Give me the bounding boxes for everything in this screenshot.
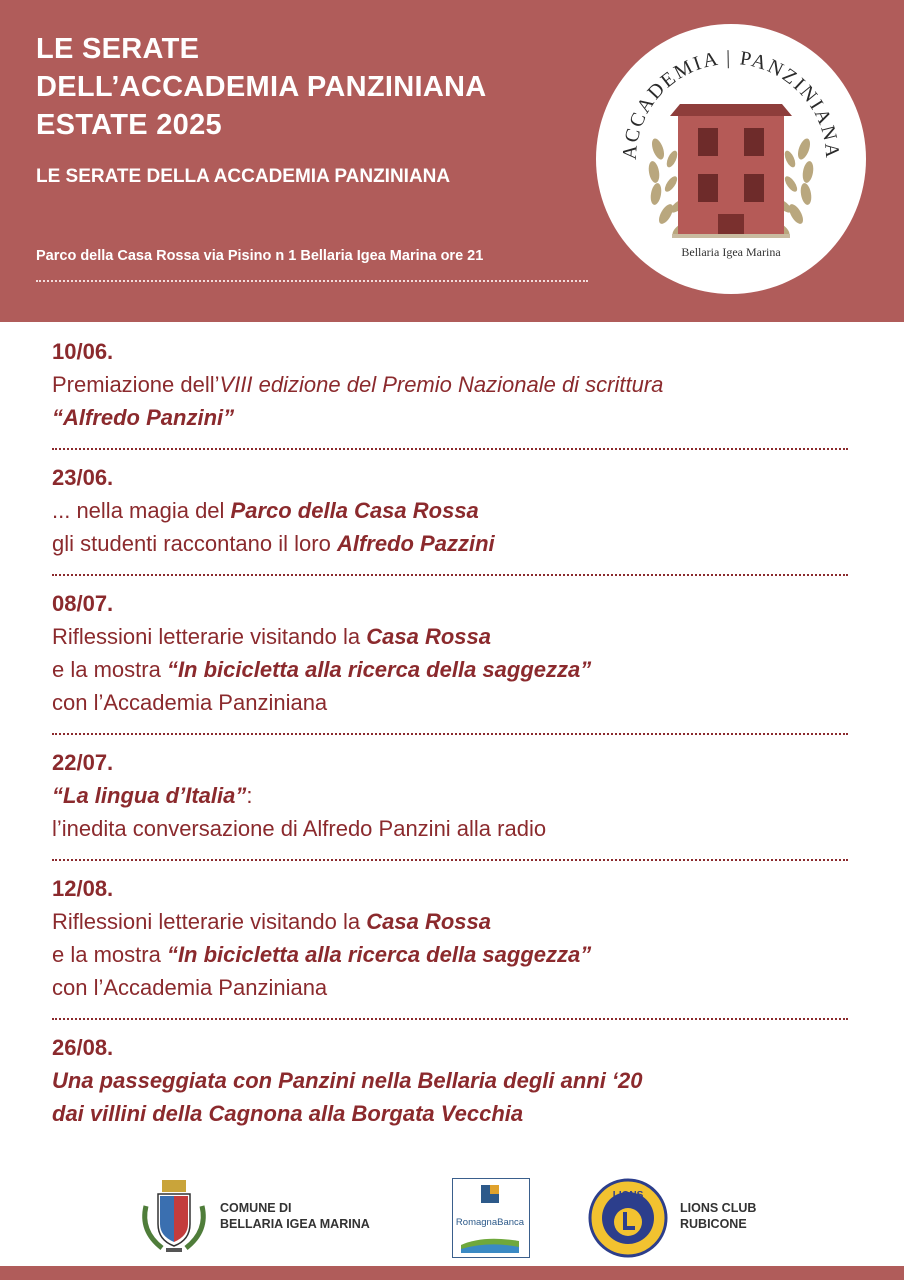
- header-banner: [0, 0, 904, 322]
- event-line: [52, 779, 852, 812]
- event-line: [52, 368, 852, 401]
- comune-line-1: COMUNE DI: [220, 1201, 292, 1215]
- lions-club-name: [680, 1200, 756, 1232]
- footer-bar: [0, 1266, 904, 1280]
- event-text: Riflessioni letterarie visitando la: [52, 624, 367, 649]
- red-house-icon: [670, 104, 792, 238]
- logo-place-text: Bellaria Igea Marina: [681, 245, 781, 259]
- event-text: e la mostra: [52, 657, 167, 682]
- dotted-separator: [52, 574, 848, 576]
- lions-badge-text: LIONS: [612, 1190, 644, 1201]
- academy-logo: [596, 24, 866, 294]
- event-highlight: “La lingua d’Italia”: [52, 783, 247, 808]
- event-item: [52, 462, 852, 560]
- events-list: [52, 336, 852, 1130]
- event-line: [52, 905, 852, 938]
- event-text: :: [246, 783, 253, 808]
- event-highlight: “In bicicletta alla ricerca della saggezza”: [166, 942, 592, 967]
- event-date: 10/06.: [52, 339, 114, 364]
- event-date: 23/06.: [52, 465, 114, 490]
- event-date: 22/07.: [52, 750, 114, 775]
- title-line-3: ESTATE 2025: [36, 109, 222, 141]
- event-highlight: “Alfredo Panzini”: [52, 405, 235, 430]
- logo-arc-text: ACCADEMIA | PANZINIANA: [618, 46, 844, 161]
- event-item: [52, 1032, 852, 1130]
- comune-crest: [136, 1176, 212, 1256]
- venue-info: Parco della Casa Rossa via Pisino n 1 Bellaria Igea Marina ore 21: [36, 248, 484, 264]
- event-line: [52, 494, 852, 527]
- event-text: ... nella magia del: [52, 498, 231, 523]
- crest-icon: [136, 1176, 212, 1256]
- comune-name: [220, 1200, 370, 1232]
- event-text: Premiazione dell’: [52, 372, 220, 397]
- event-text: con l’Accademia Panziniana: [52, 975, 328, 1000]
- page-subtitle: LE SERATE DELLA ACCADEMIA PANZINIANA: [36, 166, 451, 187]
- event-item: [52, 747, 852, 845]
- dotted-separator: [52, 859, 848, 861]
- bank-name: RomagnaBanca: [455, 1217, 525, 1228]
- dotted-separator: [52, 1018, 848, 1020]
- lions-logo: [588, 1178, 668, 1258]
- event-date: 12/08.: [52, 876, 114, 901]
- event-date: 26/08.: [52, 1035, 114, 1060]
- event-highlight: Casa Rossa: [366, 624, 492, 649]
- event-line: [52, 620, 852, 653]
- event-highlight: Alfredo Pazzini: [336, 531, 495, 556]
- event-text: e la mostra: [52, 942, 167, 967]
- event-highlight: Una passeggiata con Panzini nella Bellaria degli anni ‘20: [52, 1068, 643, 1093]
- event-date: 08/07.: [52, 591, 114, 616]
- romagnabanca-logo: [452, 1178, 530, 1258]
- event-line: [52, 653, 852, 686]
- event-highlight: dai villini della Cagnona alla Borgata Vecchia: [52, 1101, 524, 1126]
- dotted-separator: [52, 448, 848, 450]
- event-highlight: Casa Rossa: [366, 909, 492, 934]
- event-text: con l’Accademia Panziniana: [52, 690, 328, 715]
- event-text: Riflessioni letterarie visitando la: [52, 909, 367, 934]
- dotted-separator: [52, 733, 848, 735]
- event-text: gli studenti raccontano il loro: [52, 531, 337, 556]
- event-line: [52, 527, 852, 560]
- event-item: [52, 873, 852, 1004]
- title-line-1: LE SERATE: [36, 33, 200, 65]
- page-title: [36, 30, 487, 144]
- event-text: l’inedita conversazione di Alfredo Panzini alla radio: [52, 816, 547, 841]
- title-line-2: DELL’ACCADEMIA PANZINIANA: [36, 71, 487, 103]
- event-text-italic: VIII edizione del Premio Nazionale di scrittura: [219, 372, 664, 397]
- event-item: [52, 336, 852, 434]
- event-line: [52, 938, 852, 971]
- lions-line-2: RUBICONE: [680, 1217, 747, 1231]
- event-highlight: “In bicicletta alla ricerca della saggezza”: [166, 657, 592, 682]
- event-highlight: Parco della Casa Rossa: [230, 498, 479, 523]
- comune-line-2: BELLARIA IGEA MARINA: [220, 1217, 370, 1231]
- event-item: [52, 588, 852, 719]
- header-divider: [36, 280, 588, 282]
- lions-line-1: LIONS CLUB: [680, 1201, 757, 1215]
